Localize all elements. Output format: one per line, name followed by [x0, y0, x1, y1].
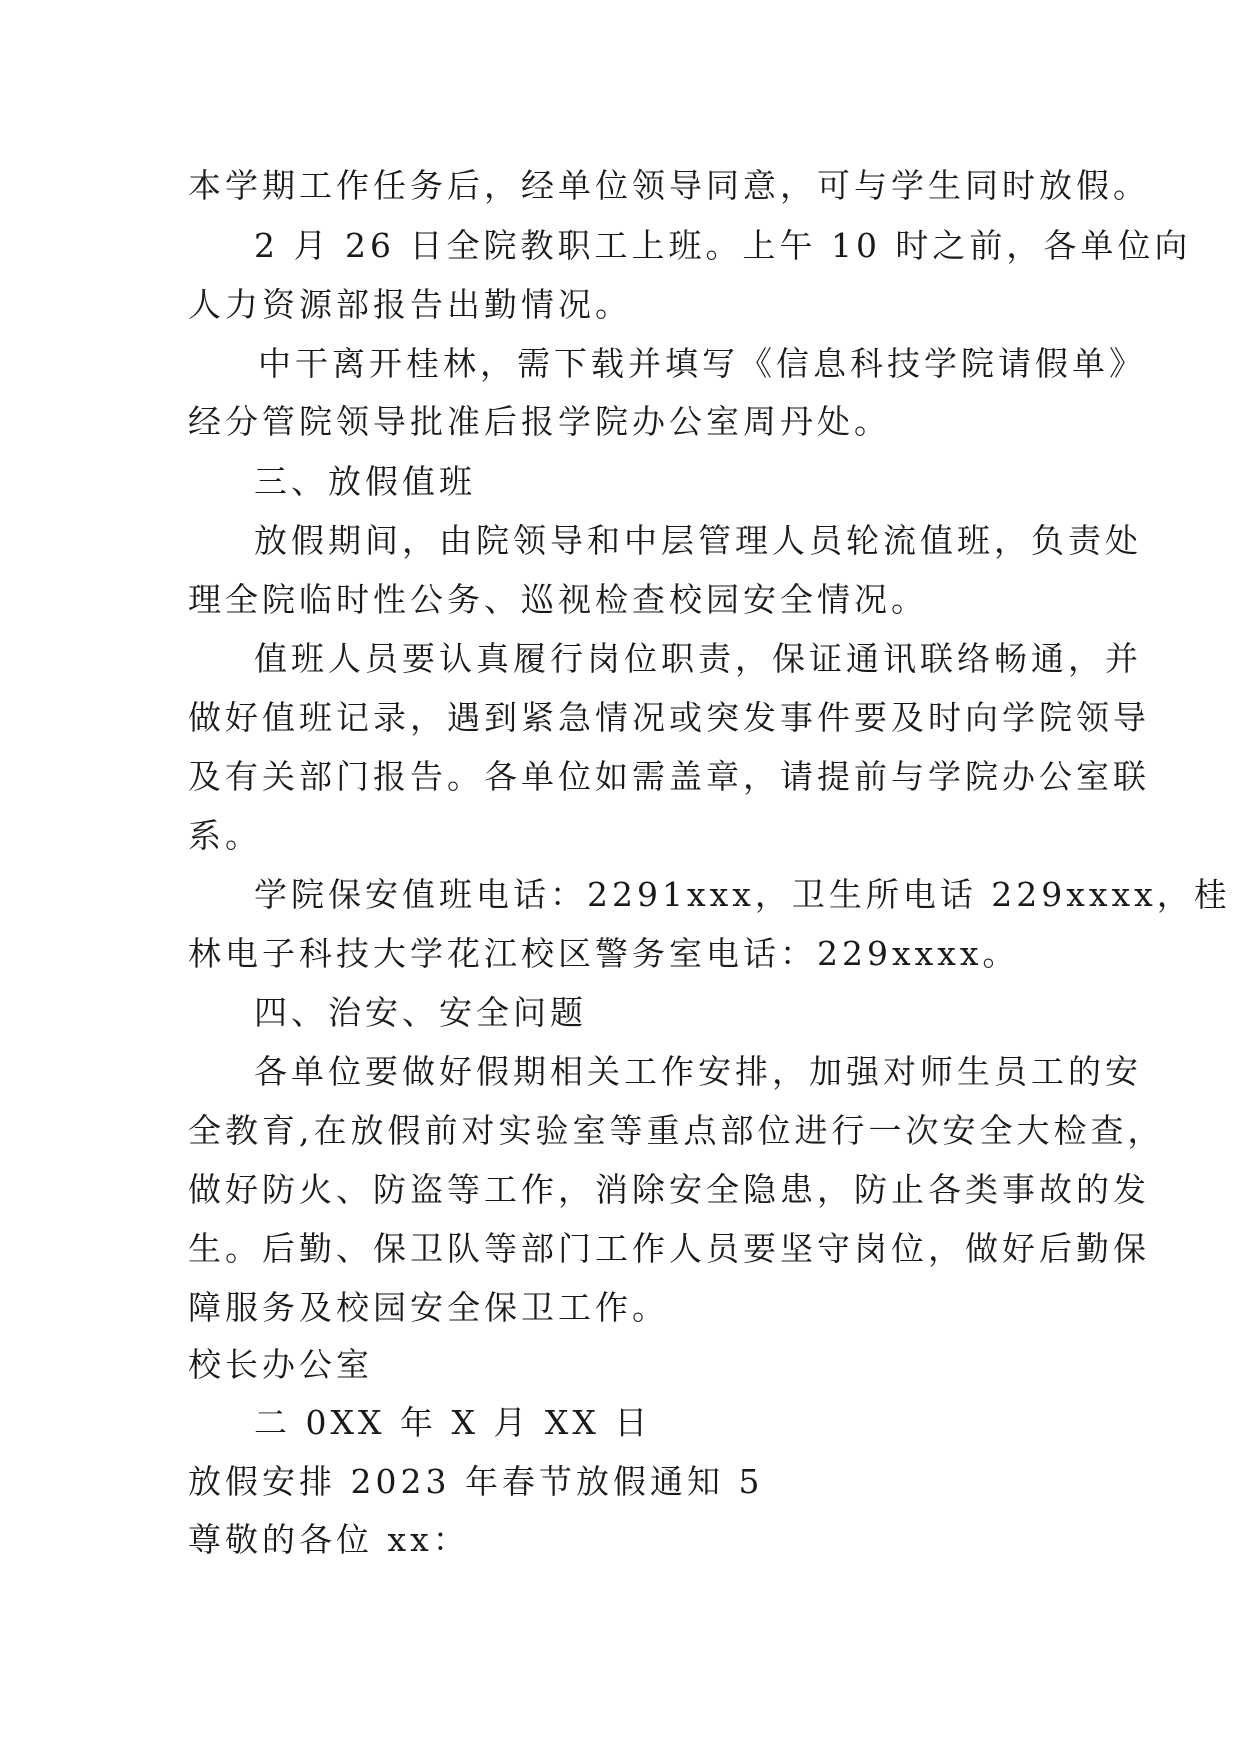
text-line: 2 月 26 日全院教职工上班。上午 10 时之前，各单位向	[254, 226, 1192, 265]
text-line: 做好防火、防盗等工作，消除安全隐患，防止各类事故的发	[188, 1170, 1150, 1209]
text-line: 障服务及校园安全保卫工作。	[188, 1288, 669, 1327]
signature-office: 校长办公室	[188, 1345, 373, 1384]
text-line: 理全院临时性公务、巡视检查校园安全情况。	[188, 580, 928, 619]
text-line: 放假期间，由院领导和中层管理人员轮流值班，负责处	[254, 521, 1142, 560]
text-line: 人力资源部报告出勤情况。	[188, 285, 632, 324]
text-line: 各单位要做好假期相关工作安排，加强对师生员工的安	[254, 1052, 1142, 1091]
next-title: 放假安排 2023 年春节放假通知 5	[188, 1462, 764, 1501]
text-line: 中干离开桂林，需下载并填写《信息科技学院请假单》	[258, 344, 1146, 383]
text-line: 全教育,在放假前对实验室等重点部位进行一次安全大检查，	[188, 1111, 1165, 1150]
text-line: 生。后勤、保卫队等部门工作人员要坚守岗位，做好后勤保	[188, 1229, 1150, 1268]
section-heading: 三、放假值班	[254, 462, 476, 501]
text-line: 学院保安值班电话：2291xxx，卫生所电话 229xxxx，桂	[254, 875, 1231, 914]
text-line: 做好值班记录，遇到紧急情况或突发事件要及时向学院领导	[188, 698, 1150, 737]
text-line: 经分管院领导批准后报学院办公室周丹处。	[188, 402, 891, 441]
section-heading: 四、治安、安全问题	[254, 993, 587, 1032]
text-line: 及有关部门报告。各单位如需盖章，请提前与学院办公室联	[188, 757, 1150, 796]
signature-date: 二 0XX 年 X 月 XX 日	[254, 1403, 652, 1442]
text-line: 系。	[188, 816, 262, 855]
text-line: 林电子科技大学花江校区警务室电话：229xxxx。	[188, 934, 1020, 973]
text-line: 值班人员要认真履行岗位职责，保证通讯联络畅通，并	[254, 639, 1142, 678]
text-line: 本学期工作任务后，经单位领导同意，可与学生同时放假。	[188, 166, 1150, 205]
salutation: 尊敬的各位 xx：	[188, 1520, 470, 1559]
